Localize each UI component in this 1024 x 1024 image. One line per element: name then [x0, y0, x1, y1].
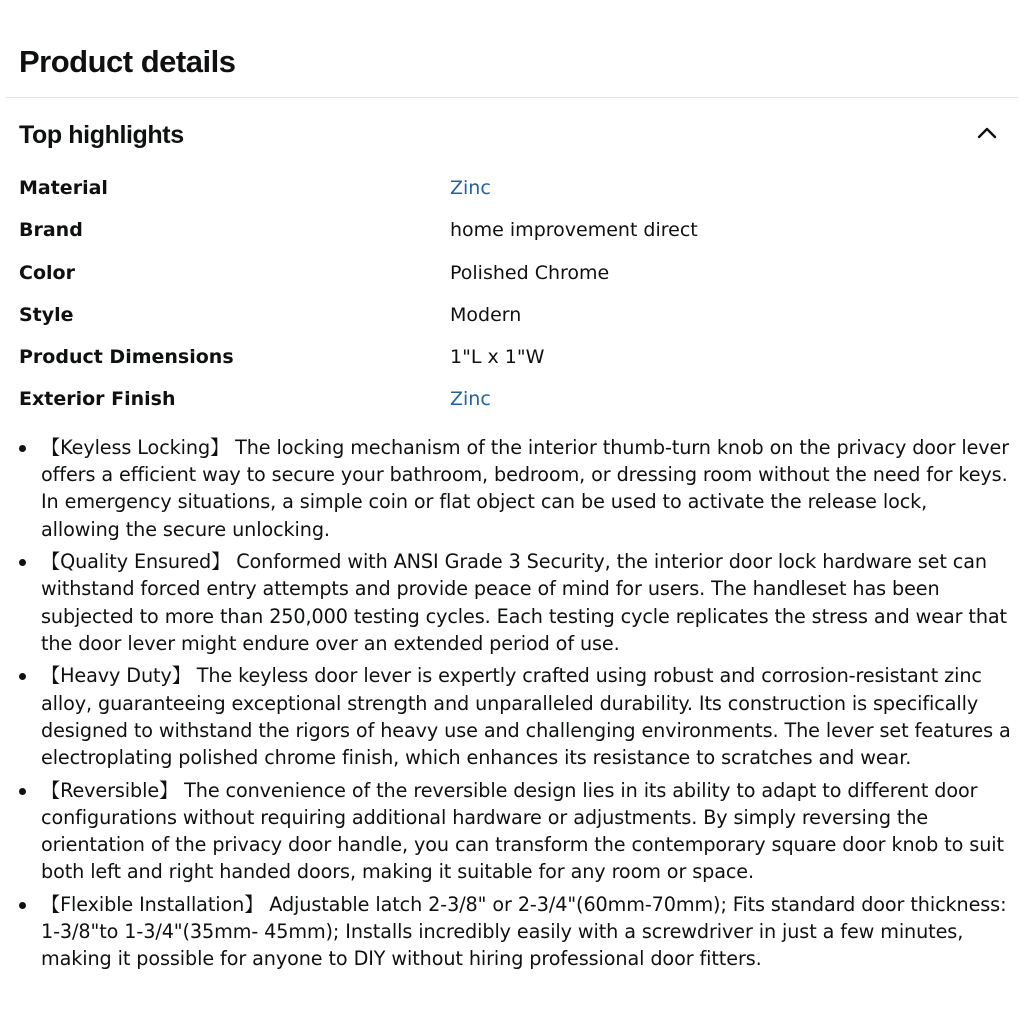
spec-row-style [19, 294, 1004, 336]
list-item [41, 548, 1011, 657]
list-item [41, 891, 1011, 973]
bullet-text: 【Flexible Installation】 Adjustable latch 2-3/8" or 2-3/4"(60mm-70mm); Fits standard door thickness: 1-3/8"to 1-3/4"(35mm- 45mm); Installs incredibly easily with a screwdriver in just a few minutes, making it possible for anyone to DIY without hiring professional door fitters. [41, 892, 1007, 971]
list-item [41, 662, 1011, 771]
specs-table [19, 167, 1004, 421]
title-divider [6, 97, 1018, 98]
spec-key: Product Dimensions [19, 346, 234, 369]
bullet-text: 【Heavy Duty】 The keyless door lever is expertly crafted using robust and corrosion-resistant zinc alloy, guaranteeing exceptional strength and unparalleled durability. Its construction is specifically designed to withstand the rigors of heavy use and challenging environments. The lever set features a electroplating polished chrome finish, which enhances its resistance to scratches and wear. [41, 664, 1011, 770]
spec-key: Material [19, 177, 108, 199]
bullet-text: 【Quality Ensured】 Conformed with ANSI Grade 3 Security, the interior door lock hardware set can withstand forced entry attempts and provide peace of mind for users. The handleset has been subjected to more than 250,000 testing cycles. Each testing cycle replicates the stress and wear that the door lever might endure over an extended period of use. [41, 550, 1007, 655]
spec-key: Color [19, 261, 75, 284]
section-title: Top highlights [19, 121, 184, 149]
spec-value: home improvement direct [450, 219, 698, 242]
chevron-up-icon[interactable] [976, 122, 998, 144]
spec-value: 1"L x 1"W [450, 346, 545, 369]
bullet-dot-icon [19, 559, 26, 566]
list-item [41, 434, 1011, 543]
top-highlights-header[interactable] [19, 116, 1004, 156]
spec-row-product-dimensions [19, 336, 1004, 378]
spec-key: Exterior Finish [19, 388, 176, 411]
bullet-text: 【Keyless Locking】 The locking mechanism of the interior thumb-turn knob on the privacy door lever offers a efficient way to secure your bathroom, bedroom, or dressing room without the need for keys. In emergency situations, a simple coin or flat object can be used to activate the release lock, allowing the secure unlocking. [41, 436, 1010, 541]
spec-key: Style [19, 303, 74, 326]
spec-row-material [19, 167, 1004, 209]
bullet-dot-icon [19, 445, 26, 452]
feature-bullet-list [41, 434, 1011, 978]
spec-row-brand [19, 209, 1004, 251]
list-item [41, 777, 1011, 886]
spec-row-exterior-finish [19, 378, 1004, 420]
spec-value: Modern [450, 303, 522, 326]
spec-value-link[interactable]: Zinc [450, 388, 491, 411]
spec-value-link[interactable]: Zinc [450, 177, 491, 199]
bullet-dot-icon [19, 673, 26, 680]
bullet-dot-icon [19, 788, 26, 795]
spec-key: Brand [19, 219, 83, 242]
bullet-dot-icon [19, 902, 26, 909]
bullet-text: 【Reversible】 The convenience of the reversible design lies in its ability to adapt to different door configurations without requiring additional hardware or adjustments. By simply reversing the orientation of the privacy door handle, you can transform the contemporary square door knob to suit both left and right handed doors, making it suitable for any room or space. [41, 778, 1004, 884]
spec-value: Polished Chrome [450, 261, 610, 284]
spec-row-color [19, 252, 1004, 294]
page-title: Product details [19, 44, 236, 79]
